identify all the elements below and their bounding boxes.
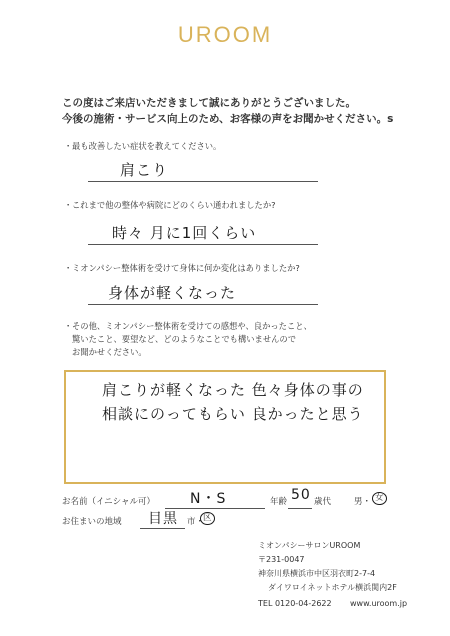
bullet-icon: ・: [64, 263, 73, 273]
salon-url[interactable]: www.uroom.jp: [350, 599, 408, 608]
question-1: [64, 140, 394, 153]
answer-2: 時々 月に1回くらい: [112, 224, 257, 242]
question-4-line-3: お聞かせください。: [72, 347, 147, 357]
name-line: [165, 508, 265, 509]
question-3-text: ミオンパシー整体術を受けて身体に何か変化はありましたか?: [72, 263, 300, 273]
name-value: N・S: [190, 491, 227, 507]
question-4-line-2: 驚いたこと、要望など、どのようなことでも構いませんので: [72, 334, 297, 344]
gender-female: [372, 492, 387, 505]
area-line: [140, 528, 185, 529]
gender-male: 男・: [354, 497, 372, 507]
ward-label: [200, 512, 215, 525]
intro-line-1: この度はご来店いただきまして誠にありがとうございました。: [62, 97, 356, 109]
area-value: 目黒: [148, 511, 178, 527]
age-value: 50: [291, 487, 311, 503]
city-label: 市・: [187, 517, 205, 527]
question-4: [64, 320, 394, 359]
salon-address-1: 神奈川県横浜市中区羽衣町2-7-4: [258, 569, 376, 578]
answer-3-line: [88, 304, 318, 305]
intro-text: [62, 95, 422, 127]
salon-name: ミオンパシーサロンUROOM: [258, 541, 361, 550]
salon-address-2: ダイワロイネットホテル横浜関内2F: [268, 583, 397, 592]
salon-tel: TEL 0120-04-2622: [258, 599, 332, 608]
question-1-text: 最も改善したい症状を教えてください。: [72, 141, 222, 151]
gender-female-circled: 女: [372, 492, 387, 505]
age-suffix: 歳代: [314, 497, 332, 507]
answer-1: 肩こり: [120, 161, 169, 179]
age-line: [288, 508, 312, 509]
question-4-line-1: その他、ミオンパシー整体術を受けての感想や、良かったこと、: [72, 321, 312, 331]
answer-1-line: [88, 181, 318, 182]
comment-text: [102, 378, 364, 426]
question-2: [64, 199, 394, 212]
bullet-icon: ・: [64, 321, 73, 331]
area-label: お住まいの地域: [62, 517, 122, 527]
age-label: 年齢: [270, 497, 288, 507]
salon-postal: 〒231-0047: [258, 555, 305, 564]
question-3: [64, 262, 394, 275]
bullet-icon: ・: [64, 200, 73, 210]
comment-line-2: 相談にのってもらい 良かったと思う: [102, 405, 364, 423]
name-label: お名前（イニシャル可）: [62, 497, 155, 507]
bullet-icon: ・: [64, 141, 73, 151]
intro-line-2: 今後の施術・サービス向上のため、お客様の声をお聞かせください。s: [62, 113, 394, 125]
answer-2-line: [88, 244, 318, 245]
uroom-logo: UROOM: [177, 22, 273, 47]
comment-box: [64, 370, 386, 484]
answer-3: 身体が軽くなった: [108, 284, 237, 302]
comment-line-1: 肩こりが軽くなった 色々身体の事の: [102, 381, 364, 399]
ward-circled: 区: [200, 512, 215, 525]
question-2-text: これまで他の整体や病院にどのくらい通われましたか?: [72, 200, 276, 210]
